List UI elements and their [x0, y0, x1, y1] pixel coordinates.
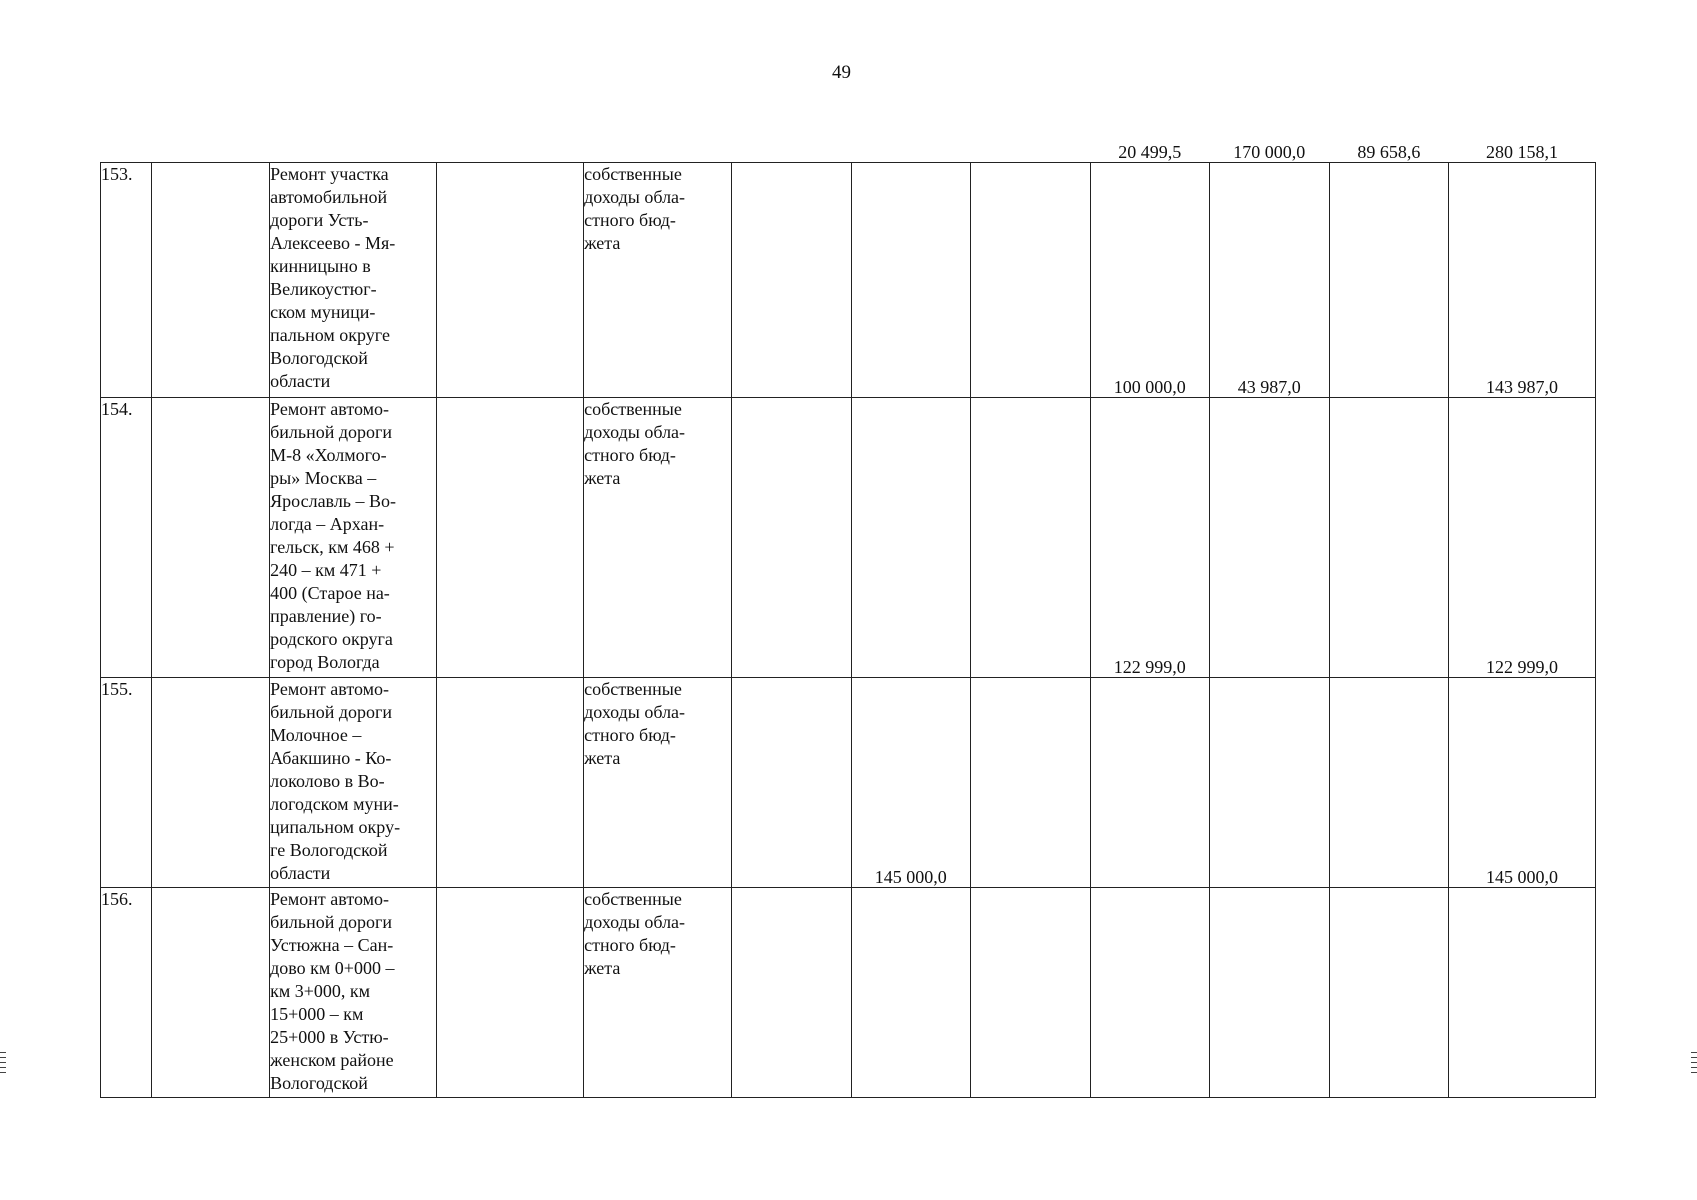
table-row: [101, 888, 1596, 1098]
object-name-line: ге Вологодской: [270, 840, 388, 860]
object-name-line: бильной дороги: [270, 422, 393, 442]
object-name-line: 15+000 – км: [270, 1004, 364, 1024]
object-name-line: бильной дороги: [270, 912, 393, 932]
object-name-line: правление) го-: [270, 606, 382, 626]
value-cell: [1329, 398, 1449, 678]
funding-source-line: стного бюд-: [584, 210, 676, 230]
funding-source-line: стного бюд-: [584, 725, 676, 745]
value-cell: [1210, 678, 1330, 888]
value-cell: [851, 163, 971, 398]
empty-cell: [437, 678, 584, 888]
object-name-line: 240 – км 471 +: [270, 560, 382, 580]
object-name-line: км 3+000, км: [270, 981, 371, 1001]
object-name-line: 25+000 в Устю-: [270, 1027, 389, 1047]
funding-source-cell: [584, 398, 732, 678]
object-name-line: кинницыно в: [270, 256, 371, 276]
object-name-line: Вологодской: [270, 348, 368, 368]
margin-marks-left: [0, 1052, 6, 1077]
empty-cell: [437, 163, 584, 398]
total-value-cell: [1449, 142, 1596, 398]
funding-source-line: доходы обла-: [584, 702, 686, 722]
funding-source-line: собственные: [584, 399, 682, 419]
object-name-line: М-8 «Холмого-: [270, 445, 387, 465]
row-number-cell: 154.: [101, 398, 152, 678]
value-cell: [1210, 142, 1330, 398]
value-cell: [1329, 142, 1449, 398]
value-cell: [851, 867, 971, 1098]
object-name-line: автомобильной: [270, 187, 388, 207]
value-text: 145 000,0: [1486, 867, 1559, 887]
funding-source-cell: [584, 163, 732, 398]
value-cell: [731, 163, 851, 398]
object-name-line: Устюжна – Сан-: [270, 935, 394, 955]
page-number: 49: [832, 62, 851, 83]
empty-cell: [151, 888, 270, 1098]
object-name-line: гельск, км 468 +: [270, 537, 395, 557]
object-name-line: логодском муни-: [270, 794, 399, 814]
value-cell: [1090, 377, 1210, 678]
object-name-line: ском муници-: [270, 302, 376, 322]
funding-source-line: жета: [584, 468, 621, 488]
funding-source-line: собственные: [584, 164, 682, 184]
empty-cell: [151, 163, 270, 398]
object-name-cell: [270, 678, 437, 888]
value-cell: [1090, 888, 1210, 1098]
funding-source-cell: [584, 888, 732, 1098]
funding-source-line: стного бюд-: [584, 935, 676, 955]
object-name-line: дороги Усть-: [270, 210, 369, 230]
value-text: 122 999,0: [1486, 657, 1559, 677]
object-name-line: Ремонт автомо-: [270, 399, 390, 419]
object-name-line: Молочное –: [270, 725, 362, 745]
value-cell: [731, 678, 851, 888]
empty-cell: [437, 888, 584, 1098]
value-text: 145 000,0: [874, 867, 947, 887]
funding-source-line: жета: [584, 748, 621, 768]
funding-source-line: стного бюд-: [584, 445, 676, 465]
object-name-line: бильной дороги: [270, 702, 393, 722]
object-name-line: области: [270, 371, 331, 391]
funding-source-line: доходы обла-: [584, 912, 686, 932]
budget-table: [100, 142, 1596, 1098]
funding-source-line: жета: [584, 233, 621, 253]
object-name-line: Вологодской: [270, 1073, 368, 1093]
value-cell: [1090, 657, 1210, 888]
value-text: 100 000,0: [1113, 377, 1186, 397]
funding-source-line: доходы обла-: [584, 187, 686, 207]
object-name-line: логда – Архан-: [270, 514, 385, 534]
object-name-line: Ремонт участка: [270, 164, 389, 184]
value-cell: [1090, 142, 1210, 398]
value-cell: [731, 398, 851, 678]
object-name-line: город Вологда: [270, 652, 380, 672]
funding-source-line: доходы обла-: [584, 422, 686, 442]
object-name-line: Ремонт автомо-: [270, 889, 390, 909]
total-value-cell: [1449, 657, 1596, 888]
table-body: [101, 142, 1596, 1098]
value-cell: [851, 398, 971, 678]
object-name-line: женском районе: [270, 1050, 394, 1070]
object-name-line: родского округа: [270, 629, 393, 649]
object-name-line: ры» Москва –: [270, 468, 377, 488]
row-number-cell: 153.: [101, 163, 152, 398]
value-cell: [1210, 377, 1330, 678]
value-cell: [1329, 678, 1449, 888]
value-cell: [1210, 888, 1330, 1098]
total-value-cell: [1449, 867, 1596, 1098]
value-cell: [971, 398, 1091, 678]
value-cell: [851, 678, 971, 888]
object-name-line: 400 (Старое на-: [270, 583, 390, 603]
empty-cell: [151, 398, 270, 678]
object-name-line: Ремонт автомо-: [270, 679, 390, 699]
margin-marks-right: [1691, 1052, 1697, 1077]
empty-cell: [151, 678, 270, 888]
row-number-cell: 155.: [101, 678, 152, 888]
value-cell: [1329, 888, 1449, 1098]
object-name-cell: [270, 398, 437, 678]
object-name-cell: [270, 163, 437, 398]
object-name-line: Алексеево - Мя-: [270, 233, 396, 253]
object-name-line: ципальном окру-: [270, 817, 401, 837]
value-cell: [971, 163, 1091, 398]
value-text: 20 499,5: [1118, 142, 1182, 162]
object-name-line: области: [270, 863, 331, 883]
object-name-line: Абакшино - Ко-: [270, 748, 392, 768]
table-row: [101, 678, 1596, 888]
row-number-cell: 156.: [101, 888, 152, 1098]
object-name-cell: [270, 888, 437, 1098]
object-name-line: Великоустюг-: [270, 279, 377, 299]
value-text: 170 000,0: [1233, 142, 1306, 162]
object-name-line: локолово в Во-: [270, 771, 385, 791]
funding-source-line: собственные: [584, 679, 682, 699]
funding-source-line: жета: [584, 958, 621, 978]
value-text: 122 999,0: [1113, 657, 1186, 677]
value-text: 143 987,0: [1486, 377, 1559, 397]
funding-source-cell: [584, 678, 732, 888]
object-name-line: Ярославль – Во-: [270, 491, 397, 511]
total-value-cell: [1449, 377, 1596, 678]
table-row: [101, 398, 1596, 678]
value-text: 89 658,6: [1357, 142, 1421, 162]
value-text: 280 158,1: [1486, 142, 1559, 162]
empty-cell: [437, 398, 584, 678]
object-name-line: дово км 0+000 –: [270, 958, 395, 978]
funding-source-line: собственные: [584, 889, 682, 909]
table-row: [101, 163, 1596, 398]
object-name-line: пальном округе: [270, 325, 390, 345]
value-cell: [971, 888, 1091, 1098]
value-cell: [971, 678, 1091, 888]
value-text: 43 987,0: [1237, 377, 1301, 397]
value-cell: [731, 888, 851, 1098]
